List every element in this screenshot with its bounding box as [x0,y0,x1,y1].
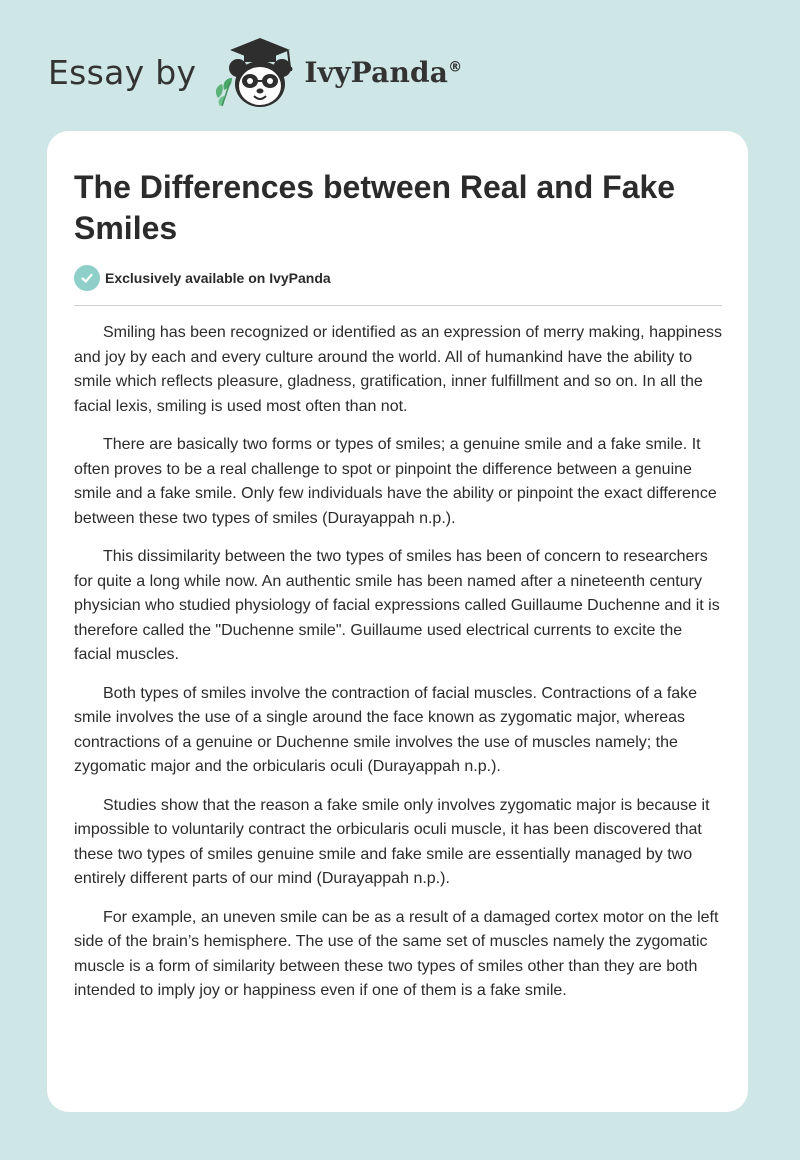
panda-graduate-logo-icon [210,34,302,110]
paragraph: This dissimilarity between the two types of smiles has been of concern to researchers for quite a long while now. An authentic smile has been named after a nineteenth century physician who studied physiology of facial expressions called Guillaume Duchenne and it is therefore called the "Duchenne smile". Guillaume used electrical currents to excite the facial muscles. [74,548,720,663]
site-header [48,34,462,110]
paragraph: There are basically two forms or types of smiles; a genuine smile and a fake smile. It often proves to be a real challenge to spot or pinpoint the difference between a genuine smile and a fake smile. Only few individuals have the ability or pinpoint the exact difference between these two types of smiles (Durayappah n.p.). [74,436,717,527]
divider [74,305,722,306]
exclusive-badge-label: Exclusively available on IvyPanda [105,270,331,286]
paragraph: Smiling has been recognized or identified as an expression of merry making, happiness and joy by each and every culture around the world. All of humankind have the ability to smile which reflects pleasure, gladness, gratification, inner fulfillment and so on. In all the facial lexis, smiling is used most often than not. [74,324,723,415]
registered-mark: ® [448,59,463,76]
brand-name: IvyPanda® [304,55,463,89]
essay-card [47,131,748,1112]
paragraph: For example, an uneven smile can be as a result of a damaged cortex motor on the left side of the brain’s hemisphere. The use of the same set of muscles namely the zygomatic muscle is a form of similarity between these two types of smiles other than they are both intended to imply joy or happiness even if one of them is a fake smile. [74,908,719,999]
paragraph: Both types of smiles involve the contraction of facial muscles. Contractions of a fake smile involves the use of a single around the face known as zygomatic major, whereas contractions of a genuine or Duchenne smile involves the use of muscles namely; the zygomatic major and the orbicularis oculi (Durayappah n.p.). [74,684,698,775]
essay-by-label: Essay by [48,52,197,92]
paragraph: Studies show that the reason a fake smile only involves zygomatic major is because it impossible to voluntarily contract the orbicularis oculi muscle, it has been discovered that these two types of smiles genuine smile and fake smile are essentially managed by two entirely different parts of our mind (Durayappah n.p.). [74,796,710,887]
essay-title: The Differences between Real and Fake Smiles [74,169,676,246]
essay-body [74,321,722,1004]
check-circle-icon [74,265,100,291]
exclusive-badge [74,265,722,291]
